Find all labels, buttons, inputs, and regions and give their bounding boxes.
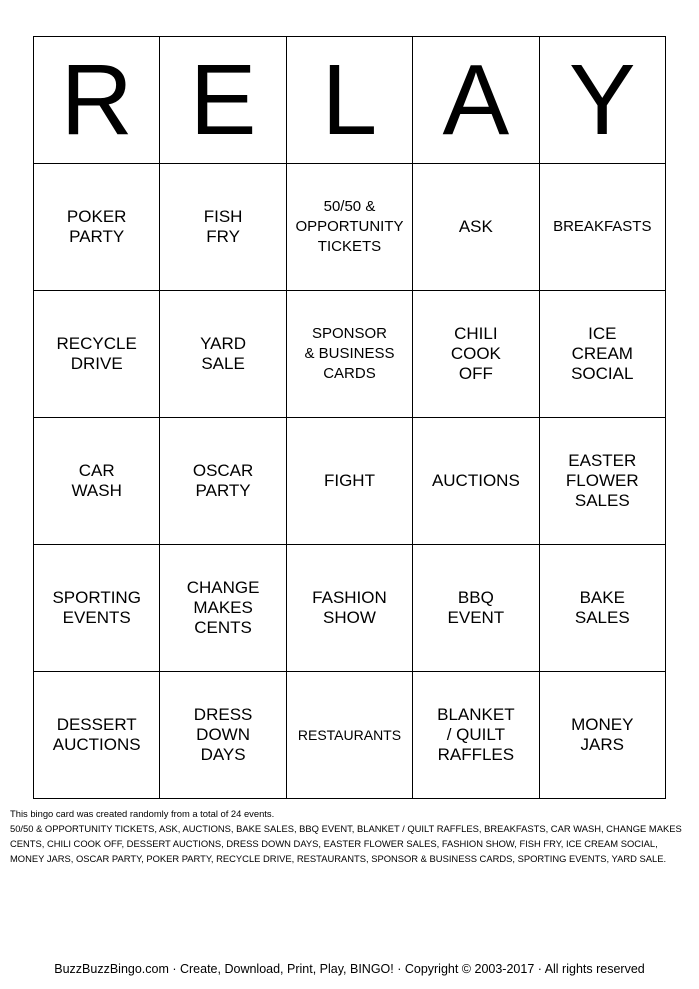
- bingo-cell: FASHION SHOW: [286, 545, 412, 672]
- bingo-cell: DESSERT AUCTIONS: [34, 672, 160, 799]
- bingo-cell: SPORTING EVENTS: [34, 545, 160, 672]
- bingo-cell: POKER PARTY: [34, 164, 160, 291]
- bingo-cell: ICE CREAM SOCIAL: [539, 291, 665, 418]
- header-row: [34, 37, 666, 164]
- header-letter: L: [286, 37, 412, 164]
- bingo-row: [34, 672, 666, 799]
- bingo-cell: ASK: [413, 164, 539, 291]
- card-info-intro: This bingo card was created randomly from a total of 24 events.: [10, 808, 275, 819]
- footer-text: BuzzBuzzBingo.com · Create, Download, Print, Play, BINGO! · Copyright © 2003-2017 · All rights reserved: [54, 962, 645, 976]
- bingo-cell: 50/50 & OPPORTUNITY TICKETS: [286, 164, 412, 291]
- bingo-cell: RECYCLE DRIVE: [34, 291, 160, 418]
- bingo-cell: RESTAURANTS: [286, 672, 412, 799]
- header-letter: R: [34, 37, 160, 164]
- bingo-cell: BAKE SALES: [539, 545, 665, 672]
- bingo-row: [34, 545, 666, 672]
- header-letter: E: [160, 37, 286, 164]
- header-letter: Y: [539, 37, 665, 164]
- bingo-cell: FISH FRY: [160, 164, 286, 291]
- bingo-cell: CHILI COOK OFF: [413, 291, 539, 418]
- bingo-cell: MONEY JARS: [539, 672, 665, 799]
- bingo-row: [34, 164, 666, 291]
- bingo-cell: AUCTIONS: [413, 418, 539, 545]
- bingo-cell: OSCAR PARTY: [160, 418, 286, 545]
- bingo-row: [34, 291, 666, 418]
- bingo-cell: BLANKET / QUILT RAFFLES: [413, 672, 539, 799]
- bingo-cell: YARD SALE: [160, 291, 286, 418]
- bingo-cell: DRESS DOWN DAYS: [160, 672, 286, 799]
- header-letter: A: [413, 37, 539, 164]
- bingo-cell: EASTER FLOWER SALES: [539, 418, 665, 545]
- event-list: 50/50 & OPPORTUNITY TICKETS, ASK, AUCTIONS, BAKE SALES, BBQ EVENT, BLANKET / QUILT RAFFLES, BREAKFASTS, CAR WASH, CHANGE MAKES CENTS, CHILI COOK OFF, DESSERT AUCTIONS, DRESS DOWN DAYS, EASTER FLOWER SALES, FASHION SHOW, FISH FRY, ICE CREAM SOCIAL, MONEY JARS, OSCAR PARTY, POKER PARTY, RECYCLE DRIVE, RESTAURANTS, SPONSOR & BUSINESS CARDS, SPORTING EVENTS, YARD SALE.: [10, 823, 682, 864]
- bingo-row: [34, 418, 666, 545]
- bingo-cell: CAR WASH: [34, 418, 160, 545]
- bingo-cell: SPONSOR & BUSINESS CARDS: [286, 291, 412, 418]
- bingo-cell: FIGHT: [286, 418, 412, 545]
- bingo-cell: BBQ EVENT: [413, 545, 539, 672]
- card-info: [10, 806, 692, 866]
- bingo-cell: CHANGE MAKES CENTS: [160, 545, 286, 672]
- bingo-cell: BREAKFASTS: [539, 164, 665, 291]
- bingo-card: [33, 36, 666, 799]
